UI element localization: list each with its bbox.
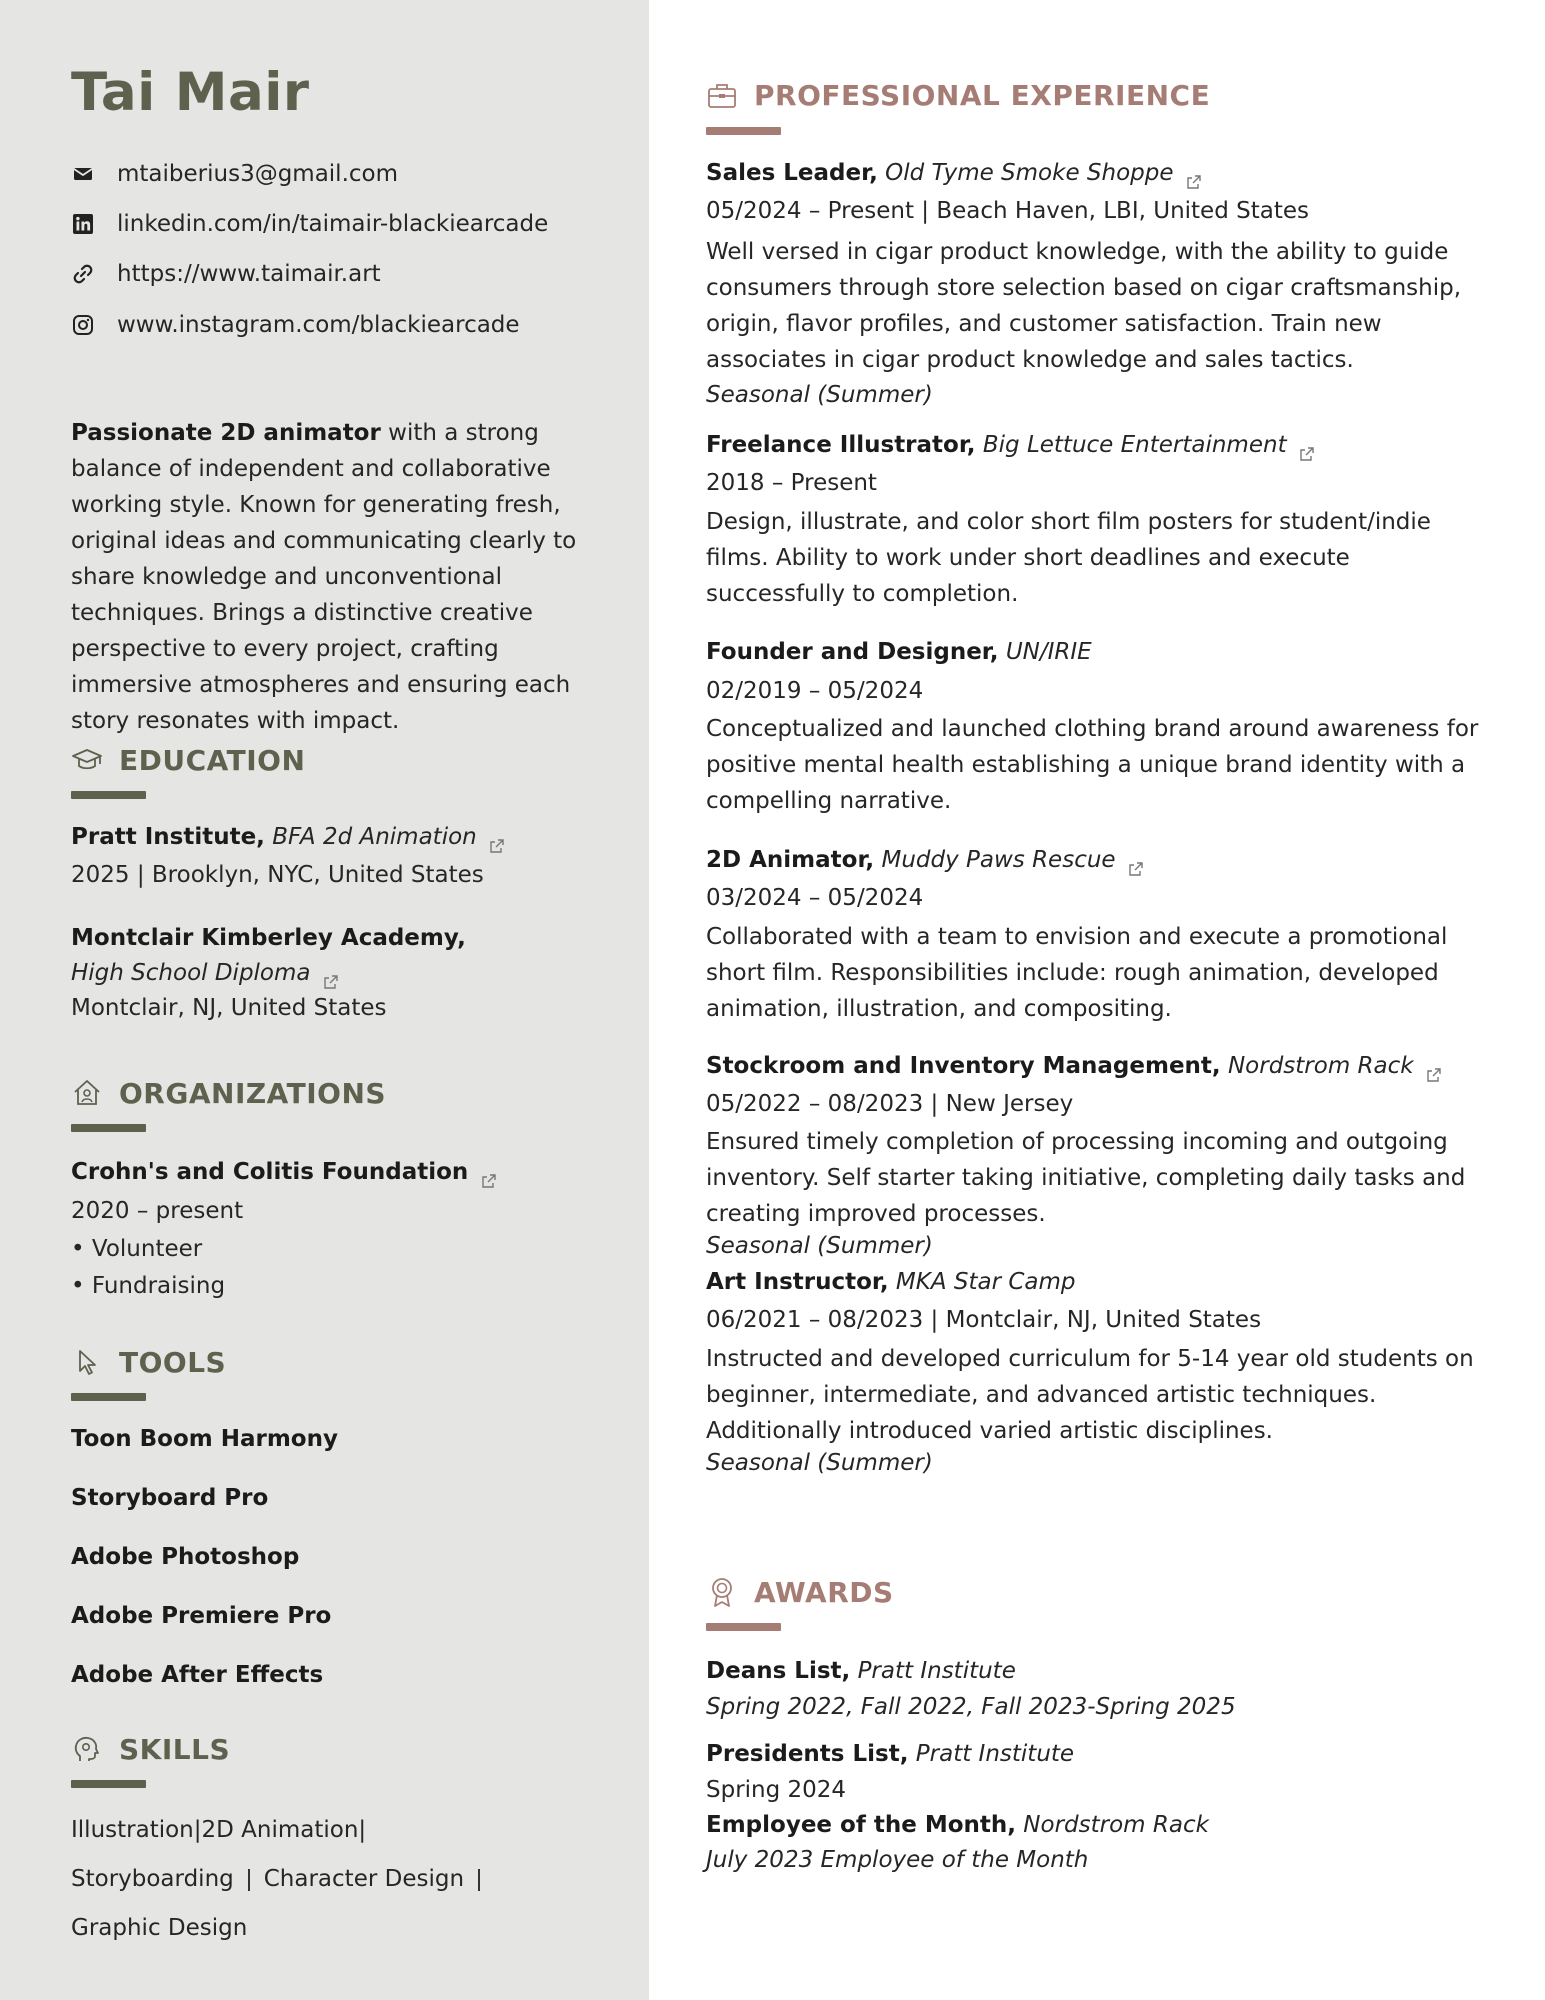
contact-website[interactable]: https://www.taimair.art: [71, 259, 381, 289]
education-rule: [71, 791, 146, 799]
award-title: Presidents List, Pratt Institute: [706, 1741, 1075, 1767]
education-meta: 2025 | Brooklyn, NYC, United States: [71, 862, 484, 888]
tool-item: Adobe Photoshop: [71, 1544, 300, 1570]
job-description: Instructed and developed curriculum for 5-14 year old students on beginner, intermediate, and advanced artistic techniques. Additionally introduced varied artistic disciplines.: [706, 1346, 1474, 1444]
tools-heading: TOOLS: [71, 1344, 226, 1380]
education-heading: EDUCATION: [71, 742, 305, 778]
job-title: Founder and Designer, UN/IRIE: [706, 639, 1092, 665]
job-description: Well versed in cigar product knowledge, with the ability to guide consumers through store selection based on cigar craftsmanship, origin, flavor profiles, and customer satisfaction. Train new associates in cigar product knowledge and sales tactics.: [706, 239, 1462, 373]
award-title: Employee of the Month, Nordstrom Rack: [706, 1812, 1209, 1838]
organization-bullet: • Volunteer: [71, 1236, 203, 1262]
instagram-icon: [71, 313, 95, 337]
awards-heading: AWARDS: [706, 1574, 894, 1610]
linkedin-icon: [71, 212, 95, 236]
contact-email[interactable]: mtaiberius3@gmail.com: [71, 159, 398, 189]
head-icon: [71, 1733, 103, 1765]
job-description: Collaborated with a team to envision and execute a promotional short film. Responsibilities include: rough animation, developed animation, illustration, and compositing.: [706, 924, 1448, 1022]
education-item: Pratt Institute, BFA 2d Animation: [71, 822, 504, 852]
skills-row: [71, 1864, 494, 1894]
job-note: Seasonal (Summer): [706, 1233, 933, 1259]
skill-item: Character Design: [263, 1866, 465, 1892]
tools-rule: [71, 1393, 146, 1401]
job-meta: 05/2024 – Present | Beach Haven, LBI, United States: [706, 198, 1309, 224]
organizations-rule: [71, 1124, 146, 1132]
job-description: Design, illustrate, and color short film posters for student/indie films. Ability to work under short deadlines and execute successfully to completion.: [706, 509, 1431, 607]
contact-linkedin[interactable]: linkedin.com/in/taimair-blackiearcade: [71, 209, 548, 239]
job-title: Sales Leader, Old Tyme Smoke Shoppe: [706, 158, 1201, 188]
skills-rule: [71, 1780, 146, 1788]
experience-rule: [706, 127, 781, 135]
skills-line: Illustration|2D Animation|: [71, 1817, 367, 1843]
cursor-icon: [71, 1346, 103, 1378]
job-note: Seasonal (Summer): [706, 382, 933, 408]
external-link-icon[interactable]: [1187, 167, 1201, 181]
home-icon: [71, 1077, 103, 1109]
experience-heading: PROFESSIONAL EXPERIENCE: [706, 77, 1210, 113]
award-detail: Spring 2022, Fall 2022, Fall 2023-Spring 2025: [706, 1694, 1236, 1720]
organization-dates: 2020 – present: [71, 1198, 244, 1224]
external-link-icon[interactable]: [1300, 439, 1314, 453]
organization-bullet: • Fundraising: [71, 1273, 226, 1299]
job-meta: 2018 – Present: [706, 470, 877, 496]
job-meta: 03/2024 – 05/2024: [706, 885, 924, 911]
job-meta: 06/2021 – 08/2023 | Montclair, NJ, United States: [706, 1307, 1262, 1333]
graduation-cap-icon: [71, 744, 103, 776]
external-link-icon[interactable]: [1129, 854, 1143, 868]
organization-name: Crohn's and Colitis Foundation: [71, 1157, 496, 1187]
job-title: Stockroom and Inventory Management, Nordstrom Rack: [706, 1051, 1441, 1081]
tool-item: Adobe After Effects: [71, 1662, 324, 1688]
skill-separator: [248, 1869, 250, 1891]
job-title: 2D Animator, Muddy Paws Rescue: [706, 845, 1143, 875]
education-item-school: Montclair Kimberley Academy,: [71, 925, 466, 951]
job-note: Seasonal (Summer): [706, 1450, 933, 1476]
job-description: Ensured timely completion of processing incoming and outgoing inventory. Self starter taking initiative, completing daily tasks and creating improved processes.: [706, 1129, 1466, 1227]
skills-heading: SKILLS: [71, 1731, 230, 1767]
profile-summary: [71, 415, 601, 739]
tool-item: Storyboard Pro: [71, 1485, 269, 1511]
education-meta: Montclair, NJ, United States: [71, 995, 387, 1021]
link-icon: [71, 262, 95, 286]
mail-icon: [71, 162, 95, 186]
job-description: Conceptualized and launched clothing brand around awareness for positive mental health establishing a unique brand identity with a compelling narrative.: [706, 716, 1479, 814]
job-title: Art Instructor, MKA Star Camp: [706, 1269, 1076, 1295]
external-link-icon[interactable]: [1427, 1060, 1441, 1074]
tool-item: Toon Boom Harmony: [71, 1426, 338, 1452]
candidate-name: Tai Mair: [71, 62, 310, 123]
summary-lead: Passionate 2D animator: [71, 420, 381, 446]
skill-item: Storyboarding: [71, 1866, 234, 1892]
award-detail: Spring 2024: [706, 1777, 847, 1803]
external-link-icon[interactable]: [324, 967, 338, 981]
skill-separator: [478, 1869, 480, 1891]
job-meta: 05/2022 – 08/2023 | New Jersey: [706, 1091, 1074, 1117]
summary-text: with a strong balance of independent and collaborative working style. Known for generating fresh, original ideas and communicating clearly to share knowledge and unconventional techniques. Brings a distinctive creative perspective to every project, crafting immersive atmospheres and ensuring each story resonates with impact.: [71, 420, 577, 734]
external-link-icon[interactable]: [482, 1166, 496, 1180]
tool-item: Adobe Premiere Pro: [71, 1603, 332, 1629]
award-title: Deans List, Pratt Institute: [706, 1658, 1016, 1684]
skill-item: Graphic Design: [71, 1915, 248, 1941]
job-meta: 02/2019 – 05/2024: [706, 678, 924, 704]
briefcase-icon: [706, 79, 738, 111]
award-icon: [706, 1576, 738, 1608]
awards-rule: [706, 1623, 781, 1631]
external-link-icon[interactable]: [490, 831, 504, 845]
education-item-degree: High School Diploma: [71, 958, 338, 988]
award-detail: July 2023 Employee of the Month: [706, 1847, 1089, 1873]
contact-instagram[interactable]: www.instagram.com/blackiearcade: [71, 310, 520, 340]
organizations-heading: ORGANIZATIONS: [71, 1075, 386, 1111]
job-title: Freelance Illustrator, Big Lettuce Entertainment: [706, 430, 1314, 460]
